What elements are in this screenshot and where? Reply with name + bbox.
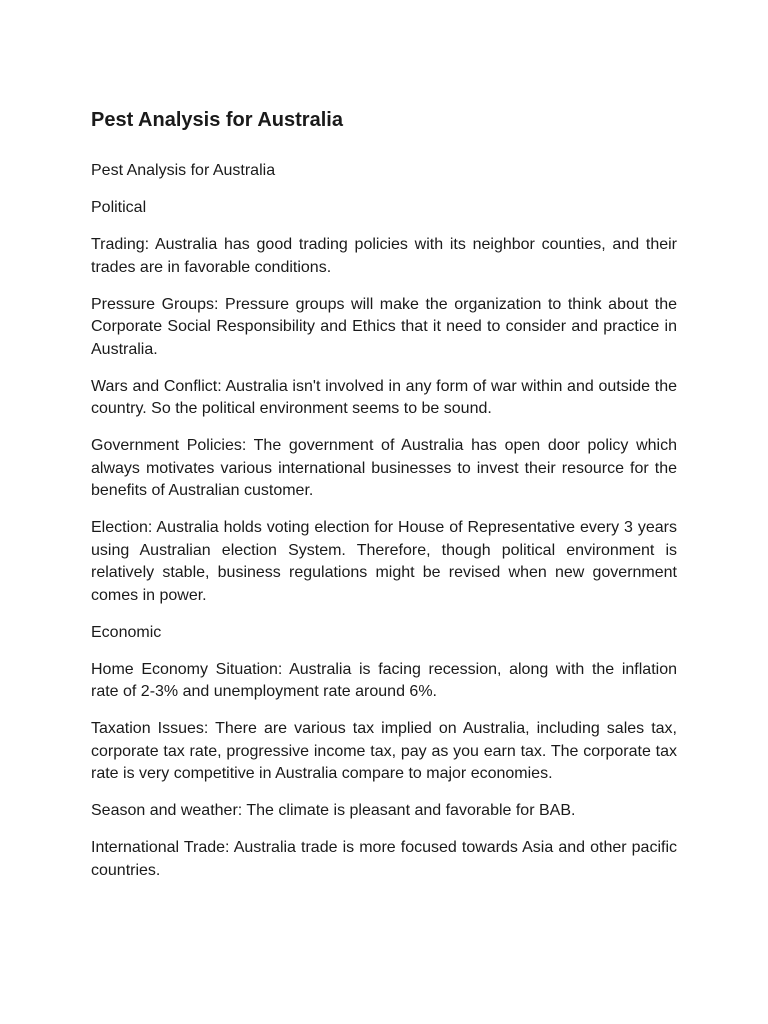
section-heading-political: Political <box>91 199 147 216</box>
paragraph-government-policies: Government Policies: The government of Australia has open door policy which always motivates various international businesses to invest their resource for the benefits of Australian customer. <box>91 437 677 499</box>
subtitle-paragraph: Pest Analysis for Australia <box>91 162 276 179</box>
paragraph-home-economy-situation: Home Economy Situation: Australia is facing recession, along with the inflation rate of 2-3% and unemployment rate around 6%. <box>91 660 677 700</box>
section-heading-economic: Economic <box>91 623 162 641</box>
paragraph-trading: Trading: Australia has good trading policies with its neighbor counties, and their trades are in favorable conditions. <box>91 236 677 276</box>
paragraph-pressure-groups: Pressure Groups: Pressure groups will make the organization to think about the Corporate Social Responsibility and Ethics that it need to consider and practice in Australia. <box>91 295 677 358</box>
paragraph-season-and-weather: Season and weather: The climate is pleasant and favorable for BAB. <box>91 802 576 819</box>
document-body <box>91 107 677 897</box>
paragraph-election: Election: Australia holds voting election for House of Representative every 3 years using Australian election System. Therefore, though political environment is relatively stable, business regulations might be revised when new government comes in power. <box>91 519 677 604</box>
document-title: Pest Analysis for Australia <box>91 109 343 131</box>
paragraph-international-trade: International Trade: Australia trade is more focused towards Asia and other pacific countries. <box>91 839 677 879</box>
paragraph-taxation-issues: Taxation Issues: There are various tax implied on Australia, including sales tax, corporate tax rate, progressive income tax, pay as you earn tax. The corporate tax rate is very competitive in Australia compare to major economies. <box>91 720 677 782</box>
paragraph-wars-and-conflict: Wars and Conflict: Australia isn't involved in any form of war within and outside the country. So the political environment seems to be sound. <box>91 377 677 417</box>
